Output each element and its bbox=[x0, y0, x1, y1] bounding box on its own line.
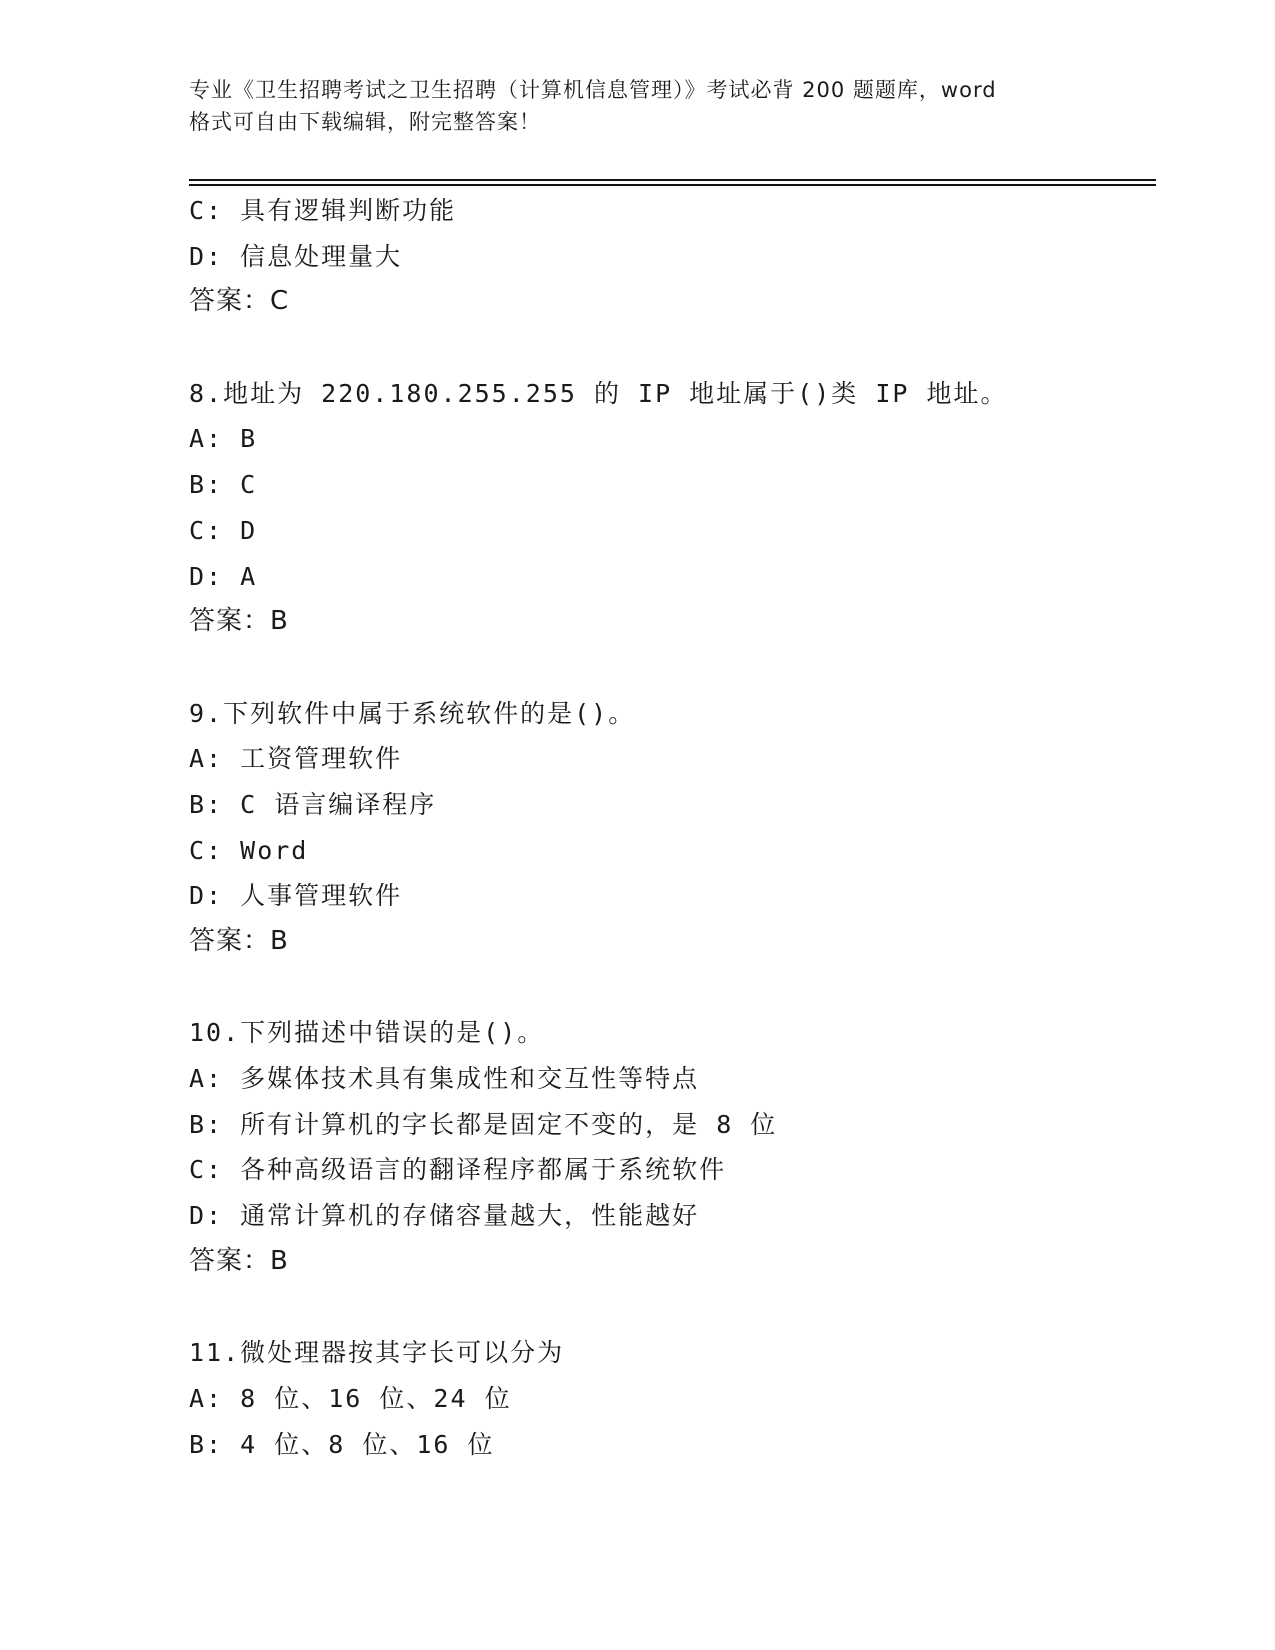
header-line-1: 专业《卫生招聘考试之卫生招聘（计算机信息管理）》考试必背 200 题题库，word bbox=[189, 78, 997, 102]
question-text: 9.下列软件中属于系统软件的是()。 bbox=[189, 698, 636, 728]
question-list bbox=[189, 188, 1149, 1467]
question-7 bbox=[189, 188, 1149, 325]
answer: 答案：C bbox=[189, 286, 290, 317]
spacer bbox=[189, 965, 1149, 1011]
document-header bbox=[189, 74, 1109, 138]
option-d: D: 信息处理量大 bbox=[189, 241, 403, 271]
question-text: 11.微处理器按其字长可以分为 bbox=[189, 1338, 565, 1368]
header-line-2: 格式可自由下载编辑，附完整答案！ bbox=[189, 110, 541, 134]
question-text: 8.地址为 220.180.255.255 的 IP 地址属于()类 IP 地址。 bbox=[189, 378, 1008, 408]
option-a: A: 工资管理软件 bbox=[189, 744, 403, 774]
answer: 答案：B bbox=[189, 926, 289, 956]
spacer bbox=[189, 1285, 1149, 1331]
option-b: B: C bbox=[189, 470, 258, 500]
spacer bbox=[189, 325, 1149, 371]
answer: 答案：B bbox=[189, 1245, 289, 1276]
question-text: 10.下列描述中错误的是()。 bbox=[189, 1018, 545, 1048]
answer: 答案：B bbox=[189, 606, 289, 637]
question-8 bbox=[189, 371, 1149, 645]
question-11 bbox=[189, 1330, 1149, 1467]
header-divider-bottom bbox=[189, 184, 1156, 186]
option-d: D: 人事管理软件 bbox=[189, 881, 403, 911]
option-b: B: C 语言编译程序 bbox=[189, 789, 437, 819]
option-a: A: 8 位、16 位、24 位 bbox=[189, 1383, 512, 1413]
option-a: A: B bbox=[189, 424, 258, 454]
option-c: C: Word bbox=[189, 835, 309, 865]
option-d: D: 通常计算机的存储容量越大，性能越好 bbox=[189, 1201, 700, 1231]
option-c: C: 具有逻辑判断功能 bbox=[189, 196, 457, 225]
question-9 bbox=[189, 691, 1149, 965]
option-a: A: 多媒体技术具有集成性和交互性等特点 bbox=[189, 1064, 700, 1094]
option-b: B: 4 位、8 位、16 位 bbox=[189, 1429, 495, 1459]
spacer bbox=[189, 645, 1149, 691]
option-c: C: 各种高级语言的翻译程序都属于系统软件 bbox=[189, 1155, 727, 1185]
header-divider-top bbox=[189, 179, 1156, 181]
question-10 bbox=[189, 1010, 1149, 1284]
option-b: B: 所有计算机的字长都是固定不变的，是 8 位 bbox=[189, 1109, 778, 1139]
option-d: D: A bbox=[189, 561, 258, 591]
option-c: C: D bbox=[189, 515, 258, 545]
